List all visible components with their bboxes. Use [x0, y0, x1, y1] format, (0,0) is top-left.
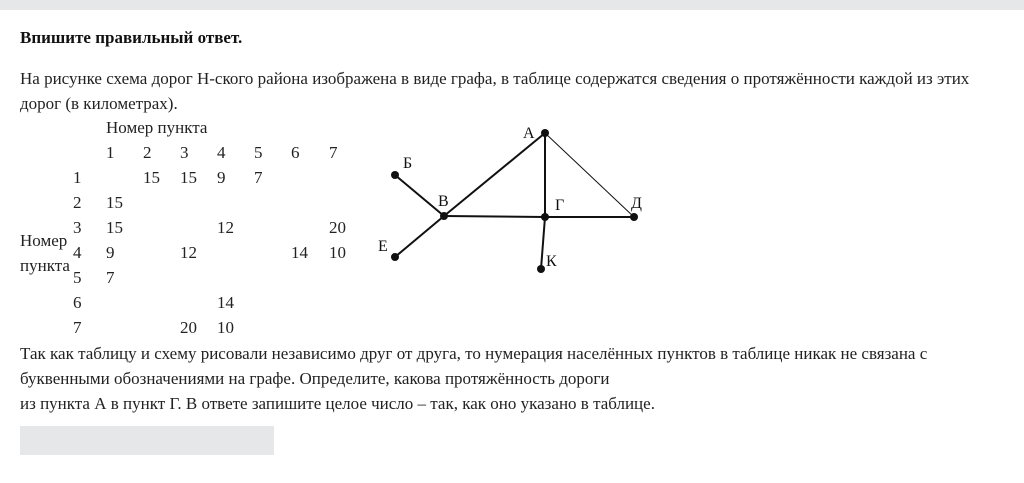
edge-v-e — [395, 216, 444, 257]
table-cell: 7 — [106, 268, 115, 287]
row-label: 3 — [73, 218, 82, 237]
column-label: 1 — [106, 143, 115, 162]
table-cell: 15 — [143, 168, 160, 187]
label-g: Г — [555, 197, 565, 214]
label-a: А — [523, 125, 535, 142]
vertex-a — [541, 129, 549, 137]
column-label: 6 — [291, 143, 300, 162]
vertex-v — [440, 212, 448, 220]
vertex-d — [630, 213, 638, 221]
column-label: 7 — [329, 143, 338, 162]
row-label: 6 — [73, 293, 82, 312]
table-cell: 9 — [106, 243, 115, 262]
table-cell: 20 — [329, 218, 346, 237]
table-cell: 15 — [106, 193, 123, 212]
table-cell: 9 — [217, 168, 226, 187]
edge-a-v — [444, 133, 545, 216]
vertex-k — [537, 265, 545, 273]
label-v: В — [438, 193, 449, 210]
row-label: 5 — [73, 268, 82, 287]
label-e: Е — [378, 238, 388, 255]
edge-b-v — [395, 175, 444, 216]
row-header-line2: пункта — [20, 256, 70, 275]
table-cell: 15 — [106, 218, 123, 237]
row-header-line1: Номер — [20, 231, 68, 250]
table-cell: 20 — [180, 318, 197, 337]
table-cell: 7 — [254, 168, 263, 187]
table-cell: 15 — [180, 168, 197, 187]
column-label: 2 — [143, 143, 152, 162]
column-header: Номер пункта — [106, 118, 208, 137]
answer-input[interactable] — [20, 426, 274, 455]
edge-v-g — [444, 216, 545, 217]
row-label: 1 — [73, 168, 82, 187]
table-cell: 14 — [217, 293, 234, 312]
task-heading: Впишите правильный ответ. — [20, 28, 243, 47]
row-label: 2 — [73, 193, 82, 212]
vertex-e — [391, 253, 399, 261]
task-intro: На рисунке схема дорог Н-ского района изображена в виде графа, в таблице содержатся сведения о протяжённости каждой из этих дорог (в километрах). — [20, 69, 970, 113]
task-question — [20, 341, 1010, 416]
table-cell: 10 — [329, 243, 346, 262]
top-bar — [0, 0, 1024, 10]
table-cell: 12 — [180, 243, 197, 262]
table-cell: 12 — [217, 218, 234, 237]
row-label: 4 — [73, 243, 82, 262]
column-label: 5 — [254, 143, 263, 162]
road-graph — [370, 118, 660, 283]
label-k: К — [546, 253, 557, 270]
label-d: Д — [631, 195, 642, 212]
question-line1: Так как таблицу и схему рисовали независимо друг от друга, то нумерация населённых пунктов в таблице никак не связана с буквенными обозначениями на графе. Определите, какова протяжённость дороги — [20, 344, 928, 388]
vertex-g — [541, 213, 549, 221]
question-line2: из пункта А в пункт Г. В ответе запишите целое число – так, как оно указано в таблице. — [20, 394, 655, 413]
vertex-b — [391, 171, 399, 179]
edge-g-k — [541, 217, 545, 269]
label-b: Б — [403, 155, 413, 172]
column-label: 4 — [217, 143, 226, 162]
table-cell: 14 — [291, 243, 308, 262]
row-label: 7 — [73, 318, 82, 337]
column-label: 3 — [180, 143, 189, 162]
table-cell: 10 — [217, 318, 234, 337]
